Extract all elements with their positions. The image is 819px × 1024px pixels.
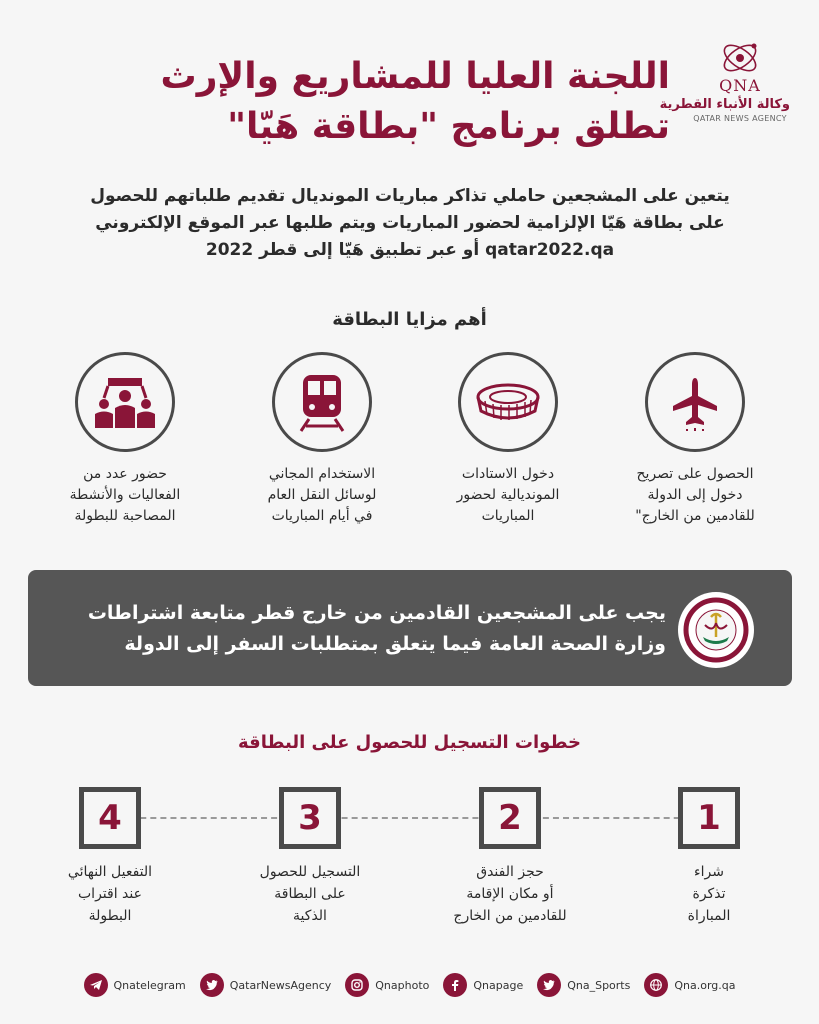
step-number-box: 3 (279, 787, 341, 849)
social-label: Qnatelegram (113, 978, 186, 992)
feature-icon-circle (75, 352, 175, 452)
feature-line: المونديالية لحضور (456, 487, 560, 503)
feature-line: الفعاليات والأنشطة (69, 487, 181, 503)
social-label: Qnapage (473, 978, 524, 992)
step-line: على البطاقة (274, 886, 346, 902)
airplane-icon (665, 372, 725, 432)
intro-line-1: يتعين على المشجعين حاملي تذاكر مباريات المونديال تقديم طلباتهم للحصول (90, 186, 730, 206)
step-text (425, 861, 595, 927)
notice-line-2: وزارة الصحة العامة فيما يتعلق بمتطلبات السفر إلى الدولة (124, 633, 666, 655)
social-link-facebook[interactable] (443, 973, 523, 997)
feature-text (25, 464, 225, 527)
step-line: البطولة (88, 908, 132, 924)
step-line: التسجيل للحصول (259, 864, 361, 880)
qna-logo[interactable] (659, 38, 790, 128)
feature-text (222, 464, 422, 527)
step-2 (425, 787, 595, 927)
feature-line: في أيام المباريات (271, 508, 373, 524)
feature-line: المباريات (481, 508, 535, 524)
feature-icon-circle (272, 352, 372, 452)
step-number-box: 4 (79, 787, 141, 849)
step-line: التفعيل النهائي (67, 864, 153, 880)
step-line: المباراة (687, 908, 731, 924)
features-list (0, 352, 819, 542)
qna-logo-icon (718, 38, 762, 78)
logo-english-name: QATAR NEWS AGENCY (693, 114, 787, 123)
step-line: الذكية (293, 908, 327, 924)
telegram-icon (84, 973, 108, 997)
feature-stadium-entry (408, 352, 608, 527)
feature-line: للقادمين من الخارج" (635, 508, 755, 524)
step-number-box: 1 (678, 787, 740, 849)
step-3 (225, 787, 395, 927)
social-label: Qna_Sports (567, 978, 631, 992)
emblem-container (678, 592, 754, 668)
step-text (225, 861, 395, 927)
step-line: حجز الفندق (476, 864, 544, 880)
feature-icon-circle (458, 352, 558, 452)
feature-events-access (25, 352, 225, 527)
step-text (624, 861, 794, 927)
feature-line: المصاحبة للبطولة (74, 508, 176, 524)
step-4 (25, 787, 195, 927)
intro-paragraph (60, 183, 760, 264)
feature-line: لوسائل النقل العام (267, 487, 377, 503)
social-label: QatarNewsAgency (229, 978, 332, 992)
feature-text (408, 464, 608, 527)
social-label: Qna.org.qa (674, 978, 736, 992)
train-icon (297, 371, 347, 433)
feature-free-transport (222, 352, 422, 527)
feature-entry-permit (595, 352, 795, 527)
step-line: للقادمين من الخارج (453, 908, 567, 924)
step-line: أو مكان الإقامة (466, 886, 554, 902)
notice-line-1: يجب على المشجعين القادمين من خارج قطر متابعة اشتراطات (87, 602, 666, 624)
step-line: عند اقتراب (78, 886, 142, 902)
feature-icon-circle (645, 352, 745, 452)
social-link-instagram[interactable] (345, 973, 429, 997)
logo-short-name: QNA (719, 76, 761, 95)
twitter-icon (537, 973, 561, 997)
instagram-icon (345, 973, 369, 997)
title-line-1: اللجنة العليا للمشاريع والإرث (160, 56, 670, 97)
step-text (25, 861, 195, 927)
social-label: Qnaphoto (375, 978, 430, 992)
feature-line: الحصول على تصريح (636, 466, 754, 482)
feature-line: دخول إلى الدولة (647, 487, 743, 503)
logo-arabic-name: وكالة الأنباء القطرية (659, 97, 790, 112)
features-heading: أهم مزايا البطاقة (332, 309, 487, 330)
social-link-telegram[interactable] (84, 973, 186, 997)
notice-text (58, 598, 666, 660)
intro-line-3: qatar2022.qa أو عبر تطبيق هَيّا إلى قطر 2022 (205, 240, 615, 260)
ministry-of-health-emblem-icon (683, 597, 749, 663)
social-link-twitter[interactable] (200, 973, 332, 997)
feature-line: دخول الاستادات (461, 466, 555, 482)
step-1 (624, 787, 794, 927)
social-link-website[interactable] (644, 973, 735, 997)
step-number-box: 2 (479, 787, 541, 849)
social-footer (0, 970, 819, 1000)
step-line: تذكرة (692, 886, 726, 902)
social-link-twitter-sports[interactable] (537, 973, 630, 997)
title-line-2: تطلق برنامج "بطاقة هَيّا" (227, 106, 670, 147)
fans-crowd-icon (90, 374, 160, 430)
facebook-icon (443, 973, 467, 997)
page-title (110, 52, 670, 152)
step-line: شراء (694, 864, 724, 880)
steps-heading: خطوات التسجيل للحصول على البطاقة (238, 732, 581, 753)
intro-line-2: على بطاقة هَيّا الإلزامية لحضور المباريات ويتم طلبها عبر الموقع الإلكتروني (95, 213, 725, 233)
twitter-icon (200, 973, 224, 997)
globe-icon (644, 973, 668, 997)
stadium-icon (473, 377, 543, 427)
feature-line: الاستخدام المجاني (268, 466, 376, 482)
feature-text (595, 464, 795, 527)
feature-line: حضور عدد من (83, 466, 167, 482)
health-requirements-notice (28, 570, 792, 686)
